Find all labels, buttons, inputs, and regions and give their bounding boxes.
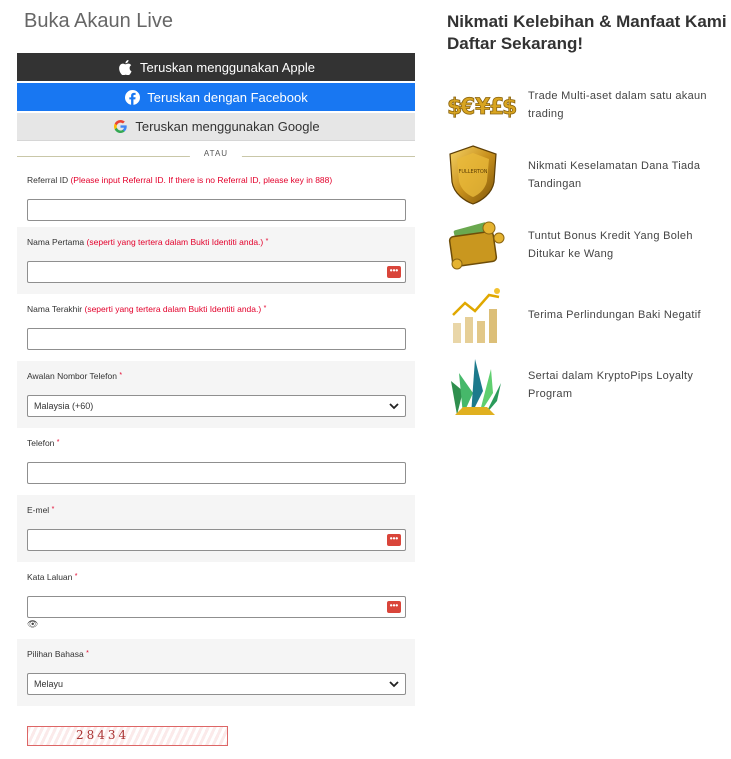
required-marker: *: [119, 372, 123, 379]
benefit-item: [447, 72, 731, 138]
benefits-list: [447, 72, 731, 418]
svg-text:$: $: [447, 95, 463, 120]
svg-text:$: $: [502, 95, 517, 120]
google-login-button[interactable]: [17, 113, 415, 141]
referral-label: Referral ID: [27, 175, 69, 185]
google-icon: [112, 119, 128, 135]
referral-input[interactable]: [27, 199, 406, 221]
benefit-item: [447, 138, 731, 212]
apple-icon: [117, 59, 133, 75]
page-title: Buka Akaun Live: [24, 10, 173, 32]
google-login-label: Teruskan menggunakan Google: [135, 119, 320, 134]
password-manager-icon[interactable]: •••: [387, 601, 401, 613]
or-divider: [17, 149, 415, 165]
required-marker: *: [74, 573, 78, 580]
phone-field-group: [17, 428, 415, 495]
svg-text:¥: ¥: [475, 95, 491, 120]
facebook-login-button[interactable]: [17, 83, 415, 111]
svg-text:£: £: [489, 95, 505, 120]
benefit-item: [447, 278, 731, 352]
language-select[interactable]: [27, 673, 406, 695]
green-crystal-icon: [447, 355, 517, 415]
language-selected: Melayu: [34, 679, 64, 689]
phone-label: Telefon: [27, 438, 55, 448]
email-label: E-mel: [27, 505, 50, 515]
apple-login-button[interactable]: [17, 53, 415, 81]
referral-hint: (Please input Referral ID. If there is no Referral ID, please key in 888): [70, 175, 333, 185]
phone-prefix-select[interactable]: [27, 395, 406, 417]
language-field-group: [17, 639, 415, 706]
captcha-text: 28434: [76, 728, 130, 742]
or-divider-text: ATAU: [190, 149, 242, 158]
first-name-input[interactable]: [27, 261, 406, 283]
dollar-sign-coins-icon: [447, 75, 517, 135]
phone-prefix-field-group: [17, 361, 415, 428]
benefit-item: [447, 212, 731, 278]
referral-field-group: [17, 165, 415, 227]
language-label: Pilihan Bahasa: [27, 649, 84, 659]
required-marker: *: [51, 506, 55, 513]
password-label: Kata Laluan: [27, 572, 73, 582]
first-name-field-group: [17, 227, 415, 294]
benefit-text: Terima Perlindungan Baki Negatif: [528, 309, 701, 321]
first-name-label: Nama Pertama: [27, 237, 85, 247]
last-name-hint: (seperti yang tertera dalam Bukti Identiti anda.): [84, 304, 262, 314]
registration-panel: [17, 0, 415, 746]
facebook-icon: [124, 89, 140, 105]
benefits-panel: [447, 0, 731, 418]
benefit-text: Tuntut Bonus Kredit Yang Boleh Ditukar ke Wang: [528, 230, 693, 260]
first-name-hint: (seperti yang tertera dalam Bukti Identiti anda.): [86, 237, 264, 247]
email-field-group: [17, 495, 415, 562]
show-password-eye-icon[interactable]: 👁: [27, 619, 39, 629]
chevron-down-icon: [389, 679, 399, 691]
password-input[interactable]: [27, 596, 406, 618]
phone-input[interactable]: [27, 462, 406, 484]
wallet-money-icon: [447, 215, 517, 275]
benefit-item: [447, 352, 731, 418]
promo-title: Nikmati Kelebihan & Manfaat Kami Daftar Sekarang!: [447, 12, 727, 53]
last-name-input[interactable]: [27, 328, 406, 350]
required-marker: *: [56, 439, 60, 446]
required-marker: *: [263, 305, 267, 312]
social-login-group: [17, 53, 415, 141]
last-name-label: Nama Terakhir: [27, 304, 83, 314]
password-field-group: [17, 562, 415, 639]
email-input[interactable]: [27, 529, 406, 551]
chevron-down-icon: [389, 401, 399, 413]
phone-prefix-label: Awalan Nombor Telefon: [27, 371, 117, 381]
benefit-text: Nikmati Keselamatan Dana Tiada Tandingan: [528, 160, 701, 190]
required-marker: *: [86, 650, 89, 657]
password-manager-icon[interactable]: •••: [387, 534, 401, 546]
facebook-login-label: Teruskan dengan Facebook: [147, 89, 308, 105]
password-manager-icon[interactable]: •••: [387, 266, 401, 278]
shield-badge-text: FULLERTON: [458, 169, 488, 175]
captcha-image: [27, 726, 228, 746]
svg-text:€: €: [460, 95, 476, 120]
shield-badge-icon: [447, 145, 517, 205]
required-marker: *: [265, 238, 269, 245]
phone-prefix-selected: Malaysia (+60): [34, 401, 94, 411]
last-name-field-group: [17, 294, 415, 361]
apple-login-label: Teruskan menggunakan Apple: [140, 59, 315, 75]
benefit-text: Sertai dalam KryptoPips Loyalty Program: [528, 370, 694, 400]
growth-chart-icon: [447, 285, 517, 345]
benefit-text: Trade Multi-aset dalam satu akaun trading: [528, 90, 707, 120]
